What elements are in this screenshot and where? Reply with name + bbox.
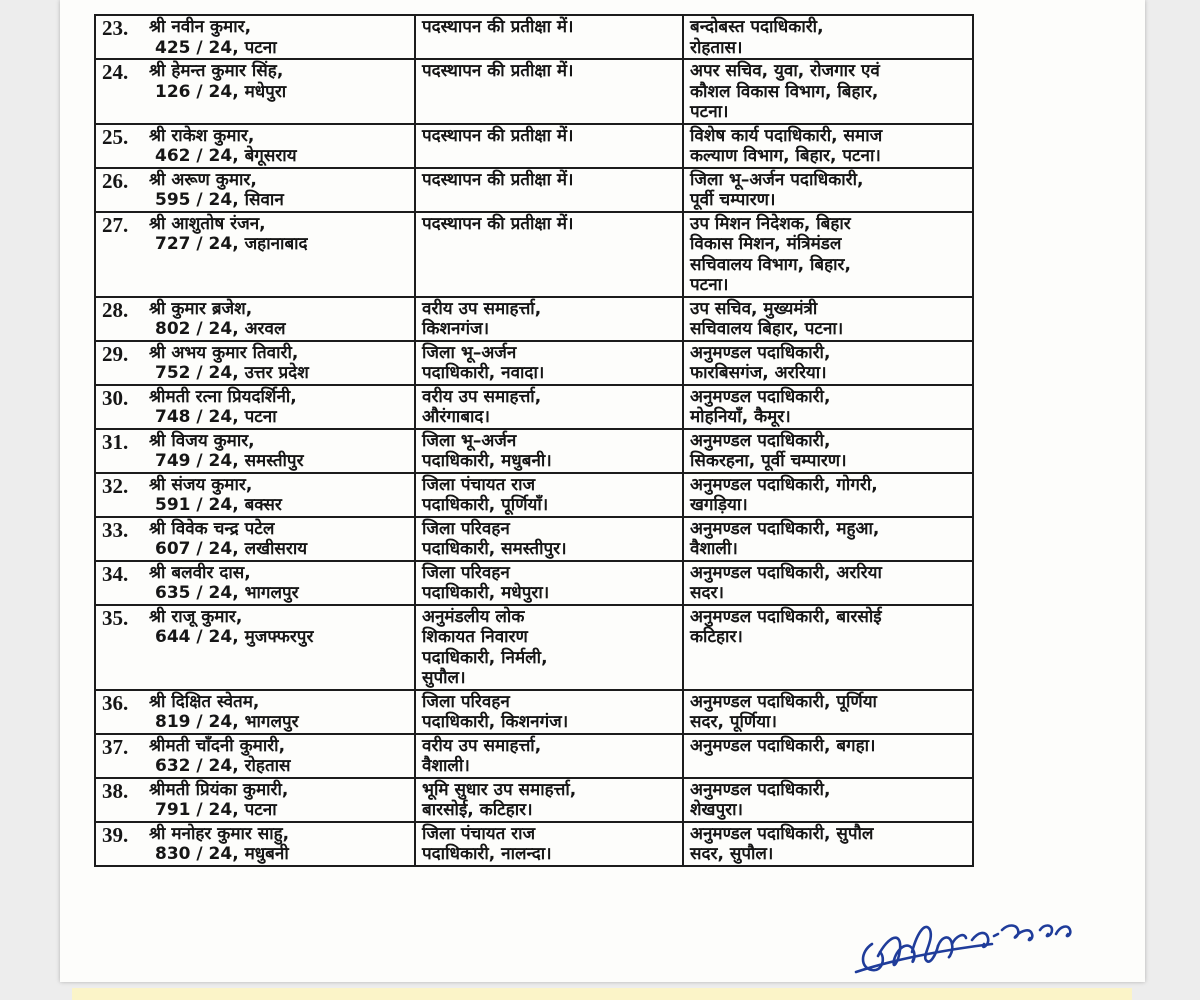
officer-name-cell	[147, 385, 415, 429]
new-posting-line: अनुमण्डल पदाधिकारी, बारसोई	[690, 606, 882, 627]
current-posting-line: शिकायत निवारण	[422, 627, 528, 647]
serial-number: 37.	[95, 734, 147, 778]
new-posting-line: विशेष कार्य पदाधिकारी, समाज	[690, 125, 883, 146]
current-posting-cell	[415, 59, 683, 124]
new-posting-cell	[683, 341, 973, 385]
new-posting-line: अनुमण्डल पदाधिकारी, सुपौल	[690, 823, 874, 844]
officer-batch-home: 819 / 24, भागलपुर	[155, 712, 299, 732]
current-posting-cell	[415, 561, 683, 605]
current-posting-cell	[415, 473, 683, 517]
current-posting-line: पदाधिकारी, नालन्दा।	[422, 844, 552, 864]
current-posting-cell	[415, 822, 683, 866]
serial-number: 30.	[95, 385, 147, 429]
current-posting-cell	[415, 385, 683, 429]
new-posting-line: फारबिसगंज, अररिया।	[690, 363, 827, 383]
new-posting-cell	[683, 124, 973, 168]
current-posting-line: किशनगंज।	[422, 319, 490, 339]
current-posting-line: वैशाली।	[422, 756, 470, 776]
officer-name: श्री कुमार ब्रजेश,	[149, 298, 253, 319]
officer-name-cell	[147, 605, 415, 690]
current-posting-cell	[415, 734, 683, 778]
officer-batch-home: 607 / 24, लखीसराय	[155, 539, 308, 559]
current-posting-cell	[415, 15, 683, 59]
new-posting-line: सदर, सुपौल।	[690, 844, 774, 864]
officer-name-cell	[147, 341, 415, 385]
table-row	[95, 734, 973, 778]
current-posting-line: जिला पंचायत राज	[422, 823, 536, 844]
table-row	[95, 385, 973, 429]
current-posting-line: पदाधिकारी, नवादा।	[422, 363, 545, 383]
table-row	[95, 561, 973, 605]
serial-number: 24.	[95, 59, 147, 124]
officer-name-cell	[147, 168, 415, 212]
current-posting-line: औरंगाबाद।	[422, 407, 490, 427]
officer-name: श्री संजय कुमार,	[149, 474, 253, 495]
officer-name: श्री आशुतोष रंजन,	[149, 213, 266, 234]
handwritten-signature	[852, 900, 1092, 982]
current-posting-line: जिला भू–अर्जन	[422, 342, 517, 363]
new-posting-line: पटना।	[690, 275, 729, 295]
table-row	[95, 297, 973, 341]
serial-number: 23.	[95, 15, 147, 59]
table-body	[95, 15, 973, 866]
current-posting-cell	[415, 212, 683, 297]
officer-name: श्रीमती रत्ना प्रियदर्शिनी,	[149, 386, 297, 407]
current-posting-line: वरीय उप समाहर्त्ता,	[422, 735, 542, 756]
new-posting-cell	[683, 15, 973, 59]
serial-number: 27.	[95, 212, 147, 297]
table-row	[95, 341, 973, 385]
current-posting-line: पदस्थापन की प्रतीक्षा में।	[422, 17, 574, 37]
new-posting-line: अनुमण्डल पदाधिकारी,	[690, 342, 831, 363]
new-posting-line: अनुमण्डल पदाधिकारी, गोगरी,	[690, 474, 878, 495]
current-posting-line: पदाधिकारी, किशनगंज।	[422, 712, 569, 732]
officer-name-cell	[147, 561, 415, 605]
current-posting-line: पदाधिकारी, समस्तीपुर।	[422, 539, 567, 559]
current-posting-line: जिला पंचायत राज	[422, 474, 536, 495]
serial-number: 33.	[95, 517, 147, 561]
new-posting-cell	[683, 385, 973, 429]
officer-name: श्री अभय कुमार तिवारी,	[149, 342, 299, 363]
new-posting-line: अनुमण्डल पदाधिकारी, पूर्णिया	[690, 691, 877, 712]
new-posting-line: सचिवालय बिहार, पटना।	[690, 319, 844, 339]
officer-name-cell	[147, 690, 415, 734]
serial-number: 32.	[95, 473, 147, 517]
officer-name-cell	[147, 59, 415, 124]
officer-batch-home: 462 / 24, बेगूसराय	[155, 146, 297, 166]
current-posting-line: पदाधिकारी, मधेपुरा।	[422, 583, 550, 603]
table-row	[95, 212, 973, 297]
current-posting-cell	[415, 517, 683, 561]
current-posting-line: जिला परिवहन	[422, 562, 510, 583]
table-row	[95, 690, 973, 734]
officer-batch-home: 748 / 24, पटना	[155, 407, 277, 427]
officer-name-cell	[147, 778, 415, 822]
new-posting-line: रोहतास।	[690, 37, 743, 58]
officer-name: श्री राकेश कुमार,	[149, 125, 255, 146]
new-posting-cell	[683, 168, 973, 212]
new-posting-cell	[683, 734, 973, 778]
new-posting-line: सदर, पूर्णिया।	[690, 712, 777, 732]
current-posting-line: पदाधिकारी, निर्मली,	[422, 647, 548, 668]
table-row	[95, 473, 973, 517]
officer-name: श्रीमती प्रियंका कुमारी,	[149, 779, 289, 800]
current-posting-line: पदाधिकारी, पूर्णियाँ।	[422, 495, 549, 515]
new-posting-line: सदर।	[690, 583, 724, 603]
new-posting-cell	[683, 473, 973, 517]
current-posting-cell	[415, 168, 683, 212]
serial-number: 39.	[95, 822, 147, 866]
table-row	[95, 822, 973, 866]
officer-batch-home: 595 / 24, सिवान	[155, 190, 284, 210]
new-posting-line: अनुमण्डल पदाधिकारी,	[690, 386, 831, 407]
current-posting-line: जिला परिवहन	[422, 518, 510, 539]
current-posting-line: जिला भू–अर्जन	[422, 430, 517, 451]
new-posting-line: अपर सचिव, युवा, रोजगार एवं	[690, 61, 880, 81]
officer-batch-home: 791 / 24, पटना	[155, 800, 277, 820]
officer-name: श्री बलवीर दास,	[149, 562, 251, 583]
new-posting-line: सिकरहना, पूर्वी चम्पारण।	[690, 451, 847, 471]
current-posting-cell	[415, 778, 683, 822]
new-posting-line: खगड़िया।	[690, 495, 748, 515]
new-posting-cell	[683, 429, 973, 473]
current-posting-cell	[415, 605, 683, 690]
current-posting-cell	[415, 124, 683, 168]
table-row	[95, 517, 973, 561]
officer-batch-home: 802 / 24, अरवल	[155, 319, 286, 339]
officer-name-cell	[147, 473, 415, 517]
officer-name: श्रीमती चाँदनी कुमारी,	[149, 735, 286, 756]
table-row	[95, 778, 973, 822]
current-posting-line: पदाधिकारी, मधुबनी।	[422, 451, 552, 471]
new-posting-line: मोहनियाँ, कैमूर।	[690, 407, 791, 427]
officer-batch-home: 632 / 24, रोहतास	[155, 756, 291, 776]
table-row	[95, 168, 973, 212]
new-posting-cell	[683, 212, 973, 297]
new-posting-line: उप मिशन निदेशक, बिहार	[690, 213, 851, 234]
new-posting-line: सचिवालय विभाग, बिहार,	[690, 254, 851, 275]
new-posting-cell	[683, 690, 973, 734]
current-posting-cell	[415, 341, 683, 385]
current-posting-line: वरीय उप समाहर्त्ता,	[422, 298, 542, 319]
current-posting-line: जिला परिवहन	[422, 691, 510, 712]
officer-name: श्री विजय कुमार,	[149, 430, 255, 451]
new-posting-line: बन्दोबस्त पदाधिकारी,	[690, 17, 824, 37]
new-posting-cell	[683, 822, 973, 866]
officer-name-cell	[147, 212, 415, 297]
officer-batch-home: 644 / 24, मुजफ्फरपुर	[155, 627, 314, 647]
table-row	[95, 59, 973, 124]
officer-name-cell	[147, 15, 415, 59]
current-posting-line: पदस्थापन की प्रतीक्षा में।	[422, 125, 574, 146]
new-posting-line: अनुमण्डल पदाधिकारी, महुआ,	[690, 518, 880, 539]
table-row	[95, 605, 973, 690]
new-posting-cell	[683, 517, 973, 561]
new-posting-line: अनुमण्डल पदाधिकारी, बगहा।	[690, 735, 876, 756]
current-posting-line: पदस्थापन की प्रतीक्षा में।	[422, 61, 574, 81]
officer-batch-home: 752 / 24, उत्तर प्रदेश	[155, 363, 309, 383]
new-posting-line: पूर्वी चम्पारण।	[690, 190, 776, 210]
new-posting-line: विकास मिशन, मंत्रिमंडल	[690, 234, 842, 254]
new-posting-cell	[683, 297, 973, 341]
current-posting-cell	[415, 690, 683, 734]
officer-name-cell	[147, 517, 415, 561]
serial-number: 25.	[95, 124, 147, 168]
table-row	[95, 124, 973, 168]
transfer-posting-table	[94, 14, 974, 867]
new-posting-line: कल्याण विभाग, बिहार, पटना।	[690, 146, 881, 166]
officer-batch-home: 635 / 24, भागलपुर	[155, 583, 299, 603]
serial-number: 36.	[95, 690, 147, 734]
serial-number: 34.	[95, 561, 147, 605]
current-posting-line: सुपौल।	[422, 668, 466, 688]
new-posting-line: शेखपुरा।	[690, 800, 743, 820]
officer-name: श्री विवेक चन्द्र पटेल	[149, 518, 275, 539]
serial-number: 38.	[95, 778, 147, 822]
new-posting-line: वैशाली।	[690, 539, 738, 559]
current-posting-line: अनुमंडलीय लोक	[422, 606, 525, 627]
current-posting-line: वरीय उप समाहर्त्ता,	[422, 386, 542, 407]
serial-number: 26.	[95, 168, 147, 212]
officer-name: श्री अरूण कुमार,	[149, 169, 257, 190]
table-row	[95, 429, 973, 473]
new-posting-cell	[683, 59, 973, 124]
officer-name: श्री मनोहर कुमार साहु,	[149, 823, 290, 844]
serial-number: 28.	[95, 297, 147, 341]
new-posting-line: अनुमण्डल पदाधिकारी,	[690, 779, 831, 800]
serial-number: 35.	[95, 605, 147, 690]
current-posting-line: पदस्थापन की प्रतीक्षा में।	[422, 169, 574, 190]
officer-name-cell	[147, 429, 415, 473]
officer-batch-home: 126 / 24, मधेपुरा	[155, 81, 287, 102]
new-posting-line: अनुमण्डल पदाधिकारी, अररिया	[690, 562, 882, 583]
new-posting-line: कौशल विकास विभाग, बिहार,	[690, 81, 879, 102]
new-posting-line: उप सचिव, मुख्यमंत्री	[690, 298, 818, 319]
current-posting-line: बारसोई, कटिहार।	[422, 800, 533, 820]
officer-batch-home: 591 / 24, बक्सर	[155, 495, 282, 515]
officer-name-cell	[147, 822, 415, 866]
current-posting-line: पदस्थापन की प्रतीक्षा में।	[422, 213, 574, 234]
officer-name: श्री हेमन्त कुमार सिंह,	[149, 61, 284, 81]
officer-batch-home: 425 / 24, पटना	[155, 37, 277, 58]
current-posting-cell	[415, 297, 683, 341]
officer-name-cell	[147, 124, 415, 168]
officer-name: श्री दिक्षित स्वेतम,	[149, 691, 260, 712]
officer-batch-home: 830 / 24, मधुबनी	[155, 844, 289, 864]
new-posting-line: पटना।	[690, 102, 729, 122]
current-posting-line: भूमि सुधार उप समाहर्त्ता,	[422, 779, 577, 800]
serial-number: 31.	[95, 429, 147, 473]
serial-number: 29.	[95, 341, 147, 385]
new-posting-cell	[683, 778, 973, 822]
table-row	[95, 15, 973, 59]
new-posting-line: अनुमण्डल पदाधिकारी,	[690, 430, 831, 451]
officer-batch-home: 749 / 24, समस्तीपुर	[155, 451, 304, 471]
officer-batch-home: 727 / 24, जहानाबाद	[155, 234, 308, 254]
new-posting-cell	[683, 605, 973, 690]
next-page-edge	[72, 988, 1132, 1000]
new-posting-cell	[683, 561, 973, 605]
officer-name-cell	[147, 297, 415, 341]
new-posting-line: कटिहार।	[690, 627, 743, 647]
current-posting-cell	[415, 429, 683, 473]
officer-name: श्री राजू कुमार,	[149, 606, 243, 627]
officer-name-cell	[147, 734, 415, 778]
new-posting-line: जिला भू–अर्जन पदाधिकारी,	[690, 169, 864, 190]
officer-name: श्री नवीन कुमार,	[149, 17, 252, 37]
